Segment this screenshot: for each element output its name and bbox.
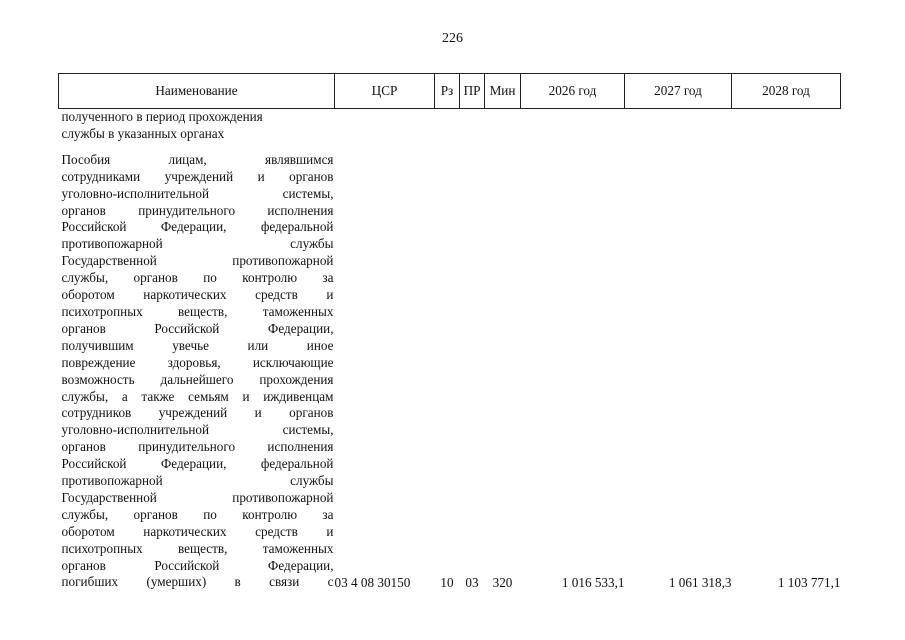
name-line: оборотом наркотических средств и (61, 523, 334, 539)
name-line: органов принудительного исполнения (61, 202, 334, 218)
name-line: службы, органов по контролю за (61, 506, 334, 522)
table-row (59, 152, 841, 592)
name-line: Российской Федерации, федеральной (61, 456, 334, 472)
column-header-2027: 2027 год (625, 74, 732, 109)
name-line: противопожарной службы (61, 473, 334, 489)
name-line: оборотом наркотических средств и (61, 287, 334, 303)
table-row (59, 109, 841, 143)
amount-2028-cell: 1 103 771,1 (777, 575, 841, 591)
name-line: Государственной противопожарной (61, 489, 334, 505)
table-header-row (59, 74, 841, 109)
name-line: психотропных веществ, таможенных (61, 303, 334, 319)
budget-table (58, 73, 841, 591)
name-line: службы, органов по контролю за (61, 270, 334, 286)
amount-2026-cell: 1 016 533,1 (561, 575, 625, 591)
name-line: службы, а также семьям и иждивенцам (61, 388, 334, 404)
name-line: психотропных веществ, таможенных (61, 540, 334, 556)
name-line: повреждение здоровья, исключающие (61, 354, 334, 370)
row-name-text (59, 152, 335, 592)
column-header-2026: 2026 год (521, 74, 625, 109)
name-line: противопожарной службы (61, 236, 334, 252)
name-line: полученного в период прохождения (61, 109, 263, 124)
column-header-csr: ЦСР (335, 74, 435, 109)
name-line: уголовно-исполнительной системы, (61, 185, 334, 201)
amount-2027-cell: 1 061 318,3 (668, 575, 732, 591)
name-line: органов принудительного исполнения (61, 439, 334, 455)
name-line: сотрудниками учреждений и органов (61, 168, 334, 184)
column-header-name: Наименование (59, 74, 335, 109)
name-line: Пособия лицам, являвшимся (61, 151, 334, 167)
name-line: возможность дальнейшего прохождения (61, 371, 334, 387)
name-line: получившим увечье или иное (61, 337, 334, 353)
column-header-pr: ПР (460, 74, 485, 109)
row-name-text (59, 109, 335, 143)
name-line: службы в указанных органах (61, 125, 225, 141)
name-line: Государственной противопожарной (61, 253, 334, 269)
csr-cell: 03 4 08 30150 (334, 575, 411, 591)
name-line: уголовно-исполнительной системы, (61, 422, 334, 438)
row-spacer (59, 143, 841, 152)
name-line: Российской Федерации, федеральной (61, 219, 334, 235)
column-header-2028: 2028 год (732, 74, 841, 109)
name-line: сотрудников учреждений и органов (61, 405, 334, 421)
pr-cell: 03 (465, 575, 479, 591)
page-number: 226 (442, 31, 463, 46)
name-line: органов Российской Федерации, (61, 320, 334, 336)
name-line: погибших (умерших) в связи с (61, 574, 334, 590)
row-name-cell (59, 109, 335, 143)
column-header-rz: Рз (435, 74, 460, 109)
row-name-cell (59, 152, 335, 592)
min-cell: 320 (492, 575, 513, 591)
name-line: органов Российской Федерации, (61, 557, 334, 573)
column-header-min: Мин (485, 74, 521, 109)
rz-cell: 10 (440, 575, 454, 591)
